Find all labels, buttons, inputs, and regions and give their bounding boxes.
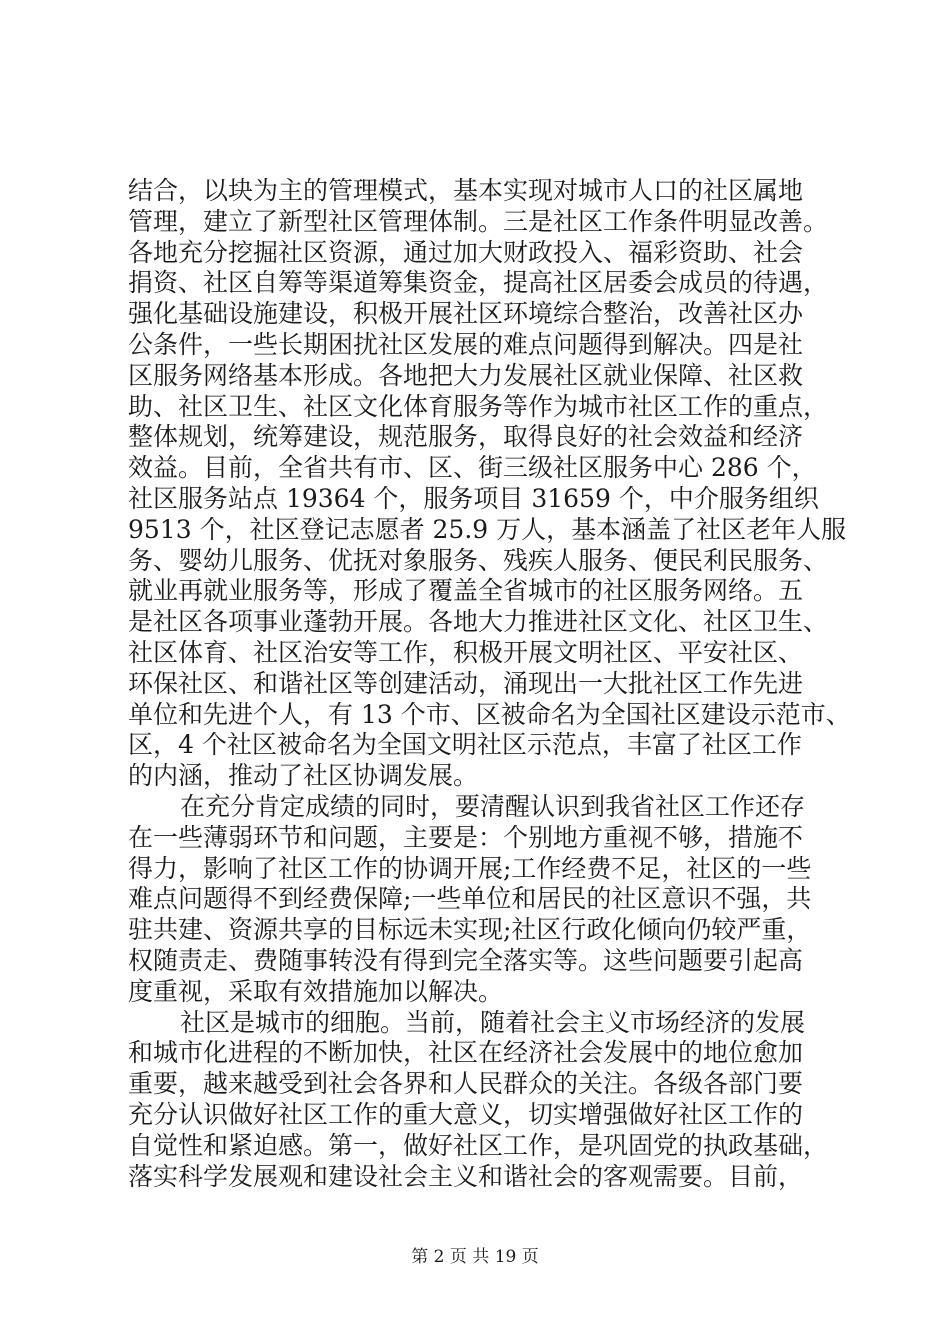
text-line: 单位和先进个人，有 13 个市、区被命名为全国社区建设示范市、 [128,699,851,729]
text-line: 各地充分挖掘社区资源，通过加大财政投入、福彩资助、社会 [128,237,804,267]
text-line: 环保社区、和谐社区等创建活动，涌现出一大批社区工作先进 [128,668,804,698]
text-line: 驻共建、资源共享的目标远未实现;社区行政化倾向仍较严重， [128,915,812,945]
body-text [128,176,851,1192]
text-line: 社区是城市的细胞。当前，随着社会主义市场经济的发展 [180,1007,806,1037]
text-line: 难点问题得不到经费保障;一些单位和居民的社区意识不强，共 [128,884,812,914]
text-line: 效益。目前，全省共有市、区、街三级社区服务中心 286 个， [128,453,817,483]
text-line: 落实科学发展观和建设社会主义和谐社会的客观需要。目前， [128,1161,804,1191]
text-line: 公条件，一些长期困扰社区发展的难点问题得到解决。四是社 [128,329,804,359]
text-line: 的内涵，推动了社区协调发展。 [128,761,479,791]
text-line: 社区体育、社区治安等工作，积极开展文明社区、平安社区、 [128,637,804,667]
text-line: 9513 个，社区登记志愿者 25.9 万人，基本涵盖了社区老年人服 [128,514,847,544]
text-line: 自觉性和紧迫感。第一，做好社区工作，是巩固党的执政基础， [128,1130,829,1160]
text-line: 管理，建立了新型社区管理体制。三是社区工作条件明显改善。 [128,206,829,236]
text-line: 权随责走、费随事转没有得到完全落实等。这些问题要引起高 [128,945,804,975]
text-line: 强化基础设施建设，积极开展社区环境综合整治，改善社区办 [128,299,804,329]
text-line: 是社区各项事业蓬勃开展。各地大力推进社区文化、社区卫生、 [128,607,829,637]
text-line: 务、婴幼儿服务、优抚对象服务、残疾人服务、便民利民服务、 [128,545,829,575]
text-line: 度重视，采取有效措施加以解决。 [128,976,504,1006]
text-line: 整体规划，统筹建设，规范服务，取得良好的社会效益和经济 [128,422,804,452]
text-line: 区服务网络基本形成。各地把大力发展社区就业保障、社区救 [128,360,804,390]
text-line: 得力，影响了社区工作的协调开展;工作经费不足，社区的一些 [128,853,812,883]
text-line: 捐资、社区自筹等渠道筹集资金，提高社区居委会成员的待遇， [128,268,829,298]
page-footer: 第 2 页 共 19 页 [411,1247,539,1267]
text-line: 区，4 个社区被命名为全国文明社区示范点，丰富了社区工作 [128,730,802,760]
text-line: 充分认识做好社区工作的重大意义，切实增强做好社区工作的 [128,1099,804,1129]
text-line: 和城市化进程的不断加快，社区在经济社会发展中的地位愈加 [128,1038,804,1068]
text-line: 助、社区卫生、社区文化体育服务等作为城市社区工作的重点， [128,391,829,421]
text-line: 在充分肯定成绩的同时，要清醒认识到我省社区工作还存 [180,791,806,821]
text-line: 社区服务站点 19364 个，服务项目 31659 个，中介服务组织 [128,483,819,513]
text-line: 结合，以块为主的管理模式，基本实现对城市人口的社区属地 [128,176,804,205]
text-line: 在一些薄弱环节和问题，主要是：个别地方重视不够，措施不 [128,822,804,852]
text-line: 重要，越来越受到社会各界和人民群众的关注。各级各部门要 [128,1069,804,1099]
text-line: 就业再就业服务等，形成了覆盖全省城市的社区服务网络。五 [128,576,804,606]
